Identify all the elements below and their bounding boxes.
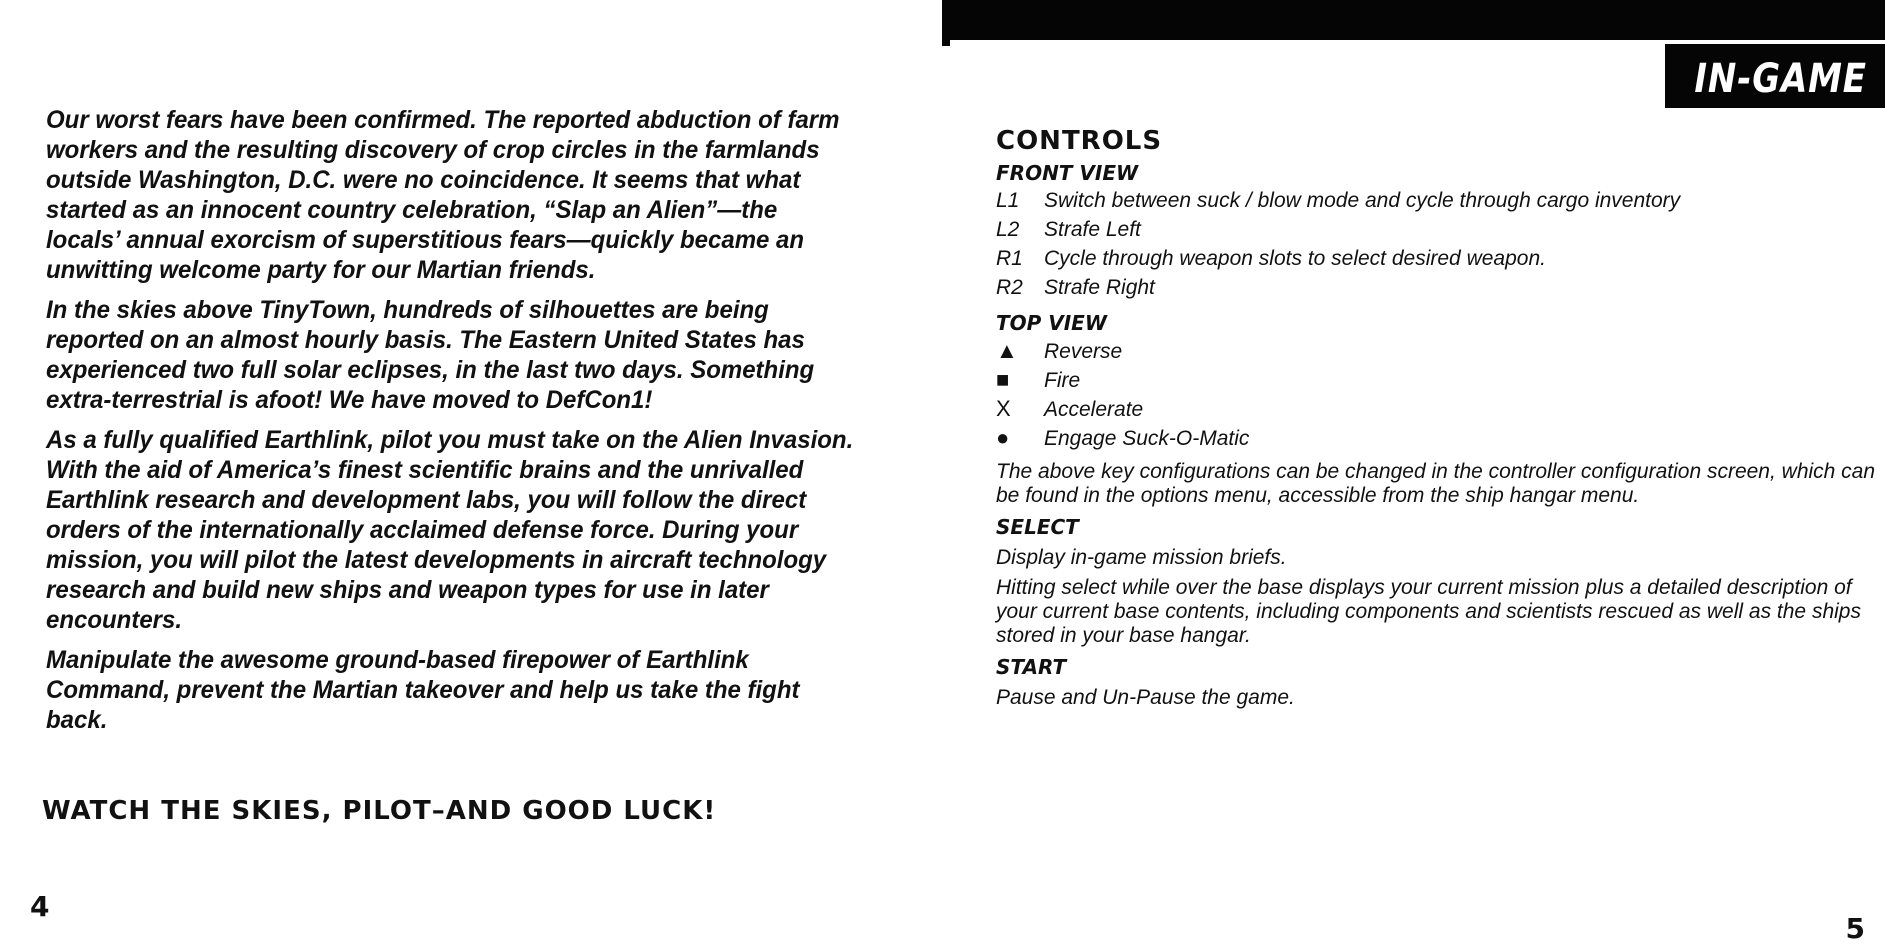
page-number-left: 4 [30, 890, 50, 923]
control-row [996, 246, 1876, 275]
control-row [996, 188, 1876, 217]
control-desc: Fire [1044, 369, 1081, 392]
control-key: R1 [996, 247, 1023, 270]
cross-button-icon: X [996, 396, 1011, 421]
right-page [940, 0, 1885, 943]
front-view-heading: FRONT VIEW [996, 161, 1139, 185]
config-note: The above key configurations can be changed in the controller configuration screen, which can be found in the options menu, accessible from the ship hangar menu. [996, 460, 1876, 507]
control-desc: Switch between suck / blow mode and cycle through cargo inventory [1044, 189, 1681, 212]
control-desc: Strafe Right [1044, 276, 1155, 299]
intro-paragraph-1: Our worst fears have been confirmed. The reported abduction of farm workers and the resulting discovery of crop circles in the farmlands outside Washington, D.C. were no coincidence. It seems that what started as an innocent country celebration, “Slap an Alien”—the locals’ annual exorcism of superstitious fears—quickly became an unwitting welcome party for our Martian friends. [46, 106, 840, 284]
control-row [996, 396, 1876, 425]
square-button-icon: ■ [996, 367, 1010, 392]
intro-text [46, 105, 857, 745]
control-desc: Engage Suck-O-Matic [1044, 427, 1250, 450]
controls-section [996, 128, 1876, 714]
header-bar [947, 0, 1885, 40]
header-bar-notch [942, 0, 950, 46]
control-key: L1 [996, 189, 1020, 212]
control-desc: Reverse [1044, 340, 1123, 363]
start-line: Pause and Un-Pause the game. [996, 686, 1295, 709]
control-desc: Accelerate [1044, 398, 1144, 421]
control-desc: Strafe Left [1044, 218, 1141, 241]
select-line-1: Display in-game mission briefs. [996, 546, 1287, 569]
control-key: R2 [996, 276, 1023, 299]
control-desc: Cycle through weapon slots to select desired weapon. [1044, 247, 1546, 270]
page-number-right: 5 [1845, 912, 1865, 945]
intro-paragraph-3: As a fully qualified Earthlink, pilot you must take on the Alien Invasion. With the aid of America’s finest scientific brains and the unrivalled Earthlink research and development labs, you will follow the direct orders of the internationally acclaimed defense force. During your mission, you will pilot the latest developments in aircraft technology research and build new ships and weapon types for use in later encounters. [46, 426, 854, 634]
control-row [996, 275, 1876, 304]
select-line-2: Hitting select while over the base displays your current mission plus a detailed description of your current base contents, including components and scientists rescued as well as the ships stored in your base hangar. [996, 576, 1861, 647]
section-tab-label: IN-GAME [1694, 56, 1867, 102]
closing-slogan: WATCH THE SKIES, PILOT–AND GOOD LUCK! [42, 796, 717, 826]
left-page [0, 0, 940, 943]
circle-button-icon: ● [996, 425, 1010, 450]
select-heading: SELECT [996, 515, 1079, 539]
triangle-button-icon: ▲ [996, 338, 1018, 363]
start-heading: START [996, 655, 1067, 679]
control-row [996, 425, 1876, 454]
intro-paragraph-4: Manipulate the awesome ground-based firepower of Earthlink Command, prevent the Martian takeover and help us take the fight back. [46, 646, 800, 734]
control-row [996, 367, 1876, 396]
top-view-heading: TOP VIEW [996, 311, 1107, 335]
control-row [996, 217, 1876, 246]
control-row [996, 338, 1876, 367]
control-key: L2 [996, 218, 1020, 241]
controls-title: CONTROLS [996, 126, 1163, 156]
intro-paragraph-2: In the skies above TinyTown, hundreds of silhouettes are being reported on an almost hourly basis. The Eastern United States has experienced two full solar eclipses, in the last two days. Something extra-terrestrial is afoot! We have moved to DefCon1! [46, 296, 815, 414]
